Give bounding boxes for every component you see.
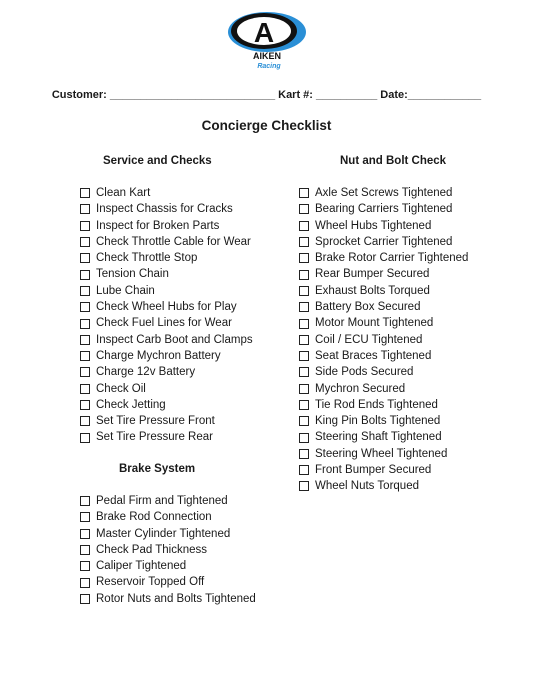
checklist-item-label: Inspect Chassis for Cracks xyxy=(96,203,233,216)
checklist-item xyxy=(80,381,253,397)
checklist-item xyxy=(80,283,253,299)
checklist-item xyxy=(80,332,253,348)
checkbox[interactable] xyxy=(299,188,309,198)
checkbox[interactable] xyxy=(299,465,309,475)
checklist-item xyxy=(80,234,253,250)
checkbox[interactable] xyxy=(80,221,90,231)
service-heading: Service and Checks xyxy=(103,155,212,167)
brake-checklist xyxy=(80,493,256,607)
checkbox[interactable] xyxy=(80,319,90,329)
checkbox[interactable] xyxy=(80,302,90,312)
checklist-item-label: Exhaust Bolts Torqued xyxy=(315,284,430,297)
checklist-item xyxy=(299,283,468,299)
checklist-item xyxy=(299,201,468,217)
checklist-item xyxy=(80,558,256,574)
checkbox[interactable] xyxy=(80,286,90,296)
checkbox[interactable] xyxy=(80,433,90,443)
checklist-item xyxy=(299,234,468,250)
checklist-item-label: Clean Kart xyxy=(96,187,151,199)
checklist-item xyxy=(299,429,468,445)
checkbox[interactable] xyxy=(80,270,90,280)
checkbox[interactable] xyxy=(299,221,309,231)
checklist-item-label: Wheel Hubs Tightened xyxy=(315,219,432,232)
checklist-item xyxy=(80,429,253,445)
checklist-item-label: Check Wheel Hubs for Play xyxy=(96,301,237,314)
checkbox[interactable] xyxy=(299,319,309,329)
checklist-item-label: Check Throttle Stop xyxy=(96,252,198,265)
checklist-item-label: Coil / ECU Tightened xyxy=(315,333,423,346)
checklist-item xyxy=(80,526,256,542)
checklist-item xyxy=(80,218,253,234)
checklist-item xyxy=(299,299,468,315)
checkbox[interactable] xyxy=(80,545,90,555)
checkbox[interactable] xyxy=(299,416,309,426)
checklist-item-label: Master Cylinder Tightened xyxy=(96,527,231,540)
checkbox[interactable] xyxy=(80,351,90,361)
checkbox[interactable] xyxy=(80,384,90,394)
checklist-item xyxy=(299,381,468,397)
checklist-item-label: Steering Wheel Tightened xyxy=(315,447,448,460)
checkbox[interactable] xyxy=(80,204,90,214)
checklist-item xyxy=(80,201,253,217)
checkbox[interactable] xyxy=(80,416,90,426)
checklist-item xyxy=(299,462,468,478)
checkbox[interactable] xyxy=(80,188,90,198)
checklist-item xyxy=(80,364,253,380)
checklist-item-label: Seat Braces Tightened xyxy=(315,349,432,362)
checklist-item-label: Sprocket Carrier Tightened xyxy=(315,235,453,248)
checklist-item xyxy=(299,413,468,429)
checklist-item-label: Pedal Firm and Tightened xyxy=(96,495,228,507)
checklist-item xyxy=(299,348,468,364)
checklist-item-label: Battery Box Secured xyxy=(315,301,421,314)
checklist-item xyxy=(80,185,253,201)
nutbolt-checklist xyxy=(299,185,468,495)
checklist-item xyxy=(299,250,468,266)
checklist-item-label: Reservoir Topped Off xyxy=(96,576,205,589)
checkbox[interactable] xyxy=(80,335,90,345)
checkbox[interactable] xyxy=(80,400,90,410)
checkbox[interactable] xyxy=(80,529,90,539)
checkbox[interactable] xyxy=(299,204,309,214)
checklist-item xyxy=(80,574,256,590)
checklist-item-label: Inspect for Broken Parts xyxy=(96,219,220,232)
checklist-item-label: Motor Mount Tightened xyxy=(315,317,434,330)
checklist-item xyxy=(80,299,253,315)
checkbox[interactable] xyxy=(299,286,309,296)
checklist-item xyxy=(80,266,253,282)
checklist-item-label: Check Jetting xyxy=(96,398,166,411)
checklist-item xyxy=(299,266,468,282)
customer-kart-date-line: Customer: ___________________________ Kart #: __________ Date:____________ xyxy=(51,89,482,101)
checklist-item xyxy=(80,542,256,558)
checklist-item-label: Steering Shaft Tightened xyxy=(315,431,442,444)
checklist-item-label: Check Throttle Cable for Wear xyxy=(96,235,251,248)
checkbox[interactable] xyxy=(80,496,90,506)
checklist-item-label: Tie Rod Ends Tightened xyxy=(315,398,438,411)
nutbolt-heading: Nut and Bolt Check xyxy=(340,155,447,167)
logo-letter: A xyxy=(253,17,275,48)
checkbox[interactable] xyxy=(80,512,90,522)
checklist-item xyxy=(299,315,468,331)
aiken-racing-logo xyxy=(226,10,308,70)
checklist-item xyxy=(299,478,468,494)
checklist-item xyxy=(80,591,256,607)
checkbox[interactable] xyxy=(299,481,309,491)
service-checklist xyxy=(80,185,253,446)
checklist-item xyxy=(80,509,256,525)
checkbox[interactable] xyxy=(299,302,309,312)
checkbox[interactable] xyxy=(299,367,309,377)
checklist-item xyxy=(299,218,468,234)
checklist-item xyxy=(80,397,253,413)
checkbox[interactable] xyxy=(299,351,309,361)
checklist-item-label: Check Pad Thickness xyxy=(96,543,208,556)
checklist-item-label: Tension Chain xyxy=(96,268,169,281)
checklist-item xyxy=(80,493,256,509)
checklist-item xyxy=(299,332,468,348)
checklist-item-label: Side Pods Secured xyxy=(315,366,414,379)
checklist-item xyxy=(299,185,468,201)
checkbox[interactable] xyxy=(80,578,90,588)
checkbox[interactable] xyxy=(299,433,309,443)
checklist-item-label: Wheel Nuts Torqued xyxy=(315,480,419,493)
checkbox[interactable] xyxy=(80,561,90,571)
checklist-item-label: Mychron Secured xyxy=(315,382,406,395)
checkbox[interactable] xyxy=(299,384,309,394)
checklist-item-label: King Pin Bolts Tightened xyxy=(315,415,441,428)
checklist-item-label: Brake Rotor Carrier Tightened xyxy=(315,252,469,265)
checklist-item xyxy=(299,364,468,380)
checklist-item-label: Rear Bumper Secured xyxy=(315,268,430,281)
checkbox[interactable] xyxy=(299,237,309,247)
checkbox[interactable] xyxy=(80,594,90,604)
page-title: Concierge Checklist xyxy=(201,118,332,133)
checklist-item-label: Bearing Carriers Tightened xyxy=(315,203,453,216)
brake-heading: Brake System xyxy=(119,463,196,475)
checkbox[interactable] xyxy=(299,449,309,459)
checklist-item-label: Charge Mychron Battery xyxy=(96,349,221,362)
logo-sub: Racing xyxy=(257,63,281,70)
checklist-item-label: Charge 12v Battery xyxy=(96,366,196,379)
checklist-item-label: Inspect Carb Boot and Clamps xyxy=(96,333,253,346)
checklist-item xyxy=(80,250,253,266)
checkbox[interactable] xyxy=(80,367,90,377)
logo-brand: AIKEN xyxy=(252,51,282,61)
checklist-item xyxy=(299,397,468,413)
checklist-item xyxy=(299,446,468,462)
checklist-item xyxy=(80,348,253,364)
checklist-item-label: Brake Rod Connection xyxy=(96,511,212,524)
checkbox[interactable] xyxy=(299,270,309,280)
checkbox[interactable] xyxy=(80,253,90,263)
checklist-item-label: Caliper Tightened xyxy=(96,560,187,573)
checklist-item xyxy=(80,315,253,331)
checklist-item-label: Axle Set Screws Tightened xyxy=(315,187,453,199)
checklist-item-label: Rotor Nuts and Bolts Tightened xyxy=(96,592,256,605)
checklist-item-label: Set Tire Pressure Front xyxy=(96,415,215,428)
checklist-item-label: Lube Chain xyxy=(96,284,155,297)
checklist-item-label: Check Fuel Lines for Wear xyxy=(96,317,232,330)
checklist-item xyxy=(80,413,253,429)
checkbox[interactable] xyxy=(299,400,309,410)
checkbox[interactable] xyxy=(299,335,309,345)
checklist-item-label: Check Oil xyxy=(96,382,146,395)
checklist-item-label: Set Tire Pressure Rear xyxy=(96,431,213,444)
checklist-item-label: Front Bumper Secured xyxy=(315,464,432,477)
checkbox[interactable] xyxy=(299,253,309,263)
checkbox[interactable] xyxy=(80,237,90,247)
